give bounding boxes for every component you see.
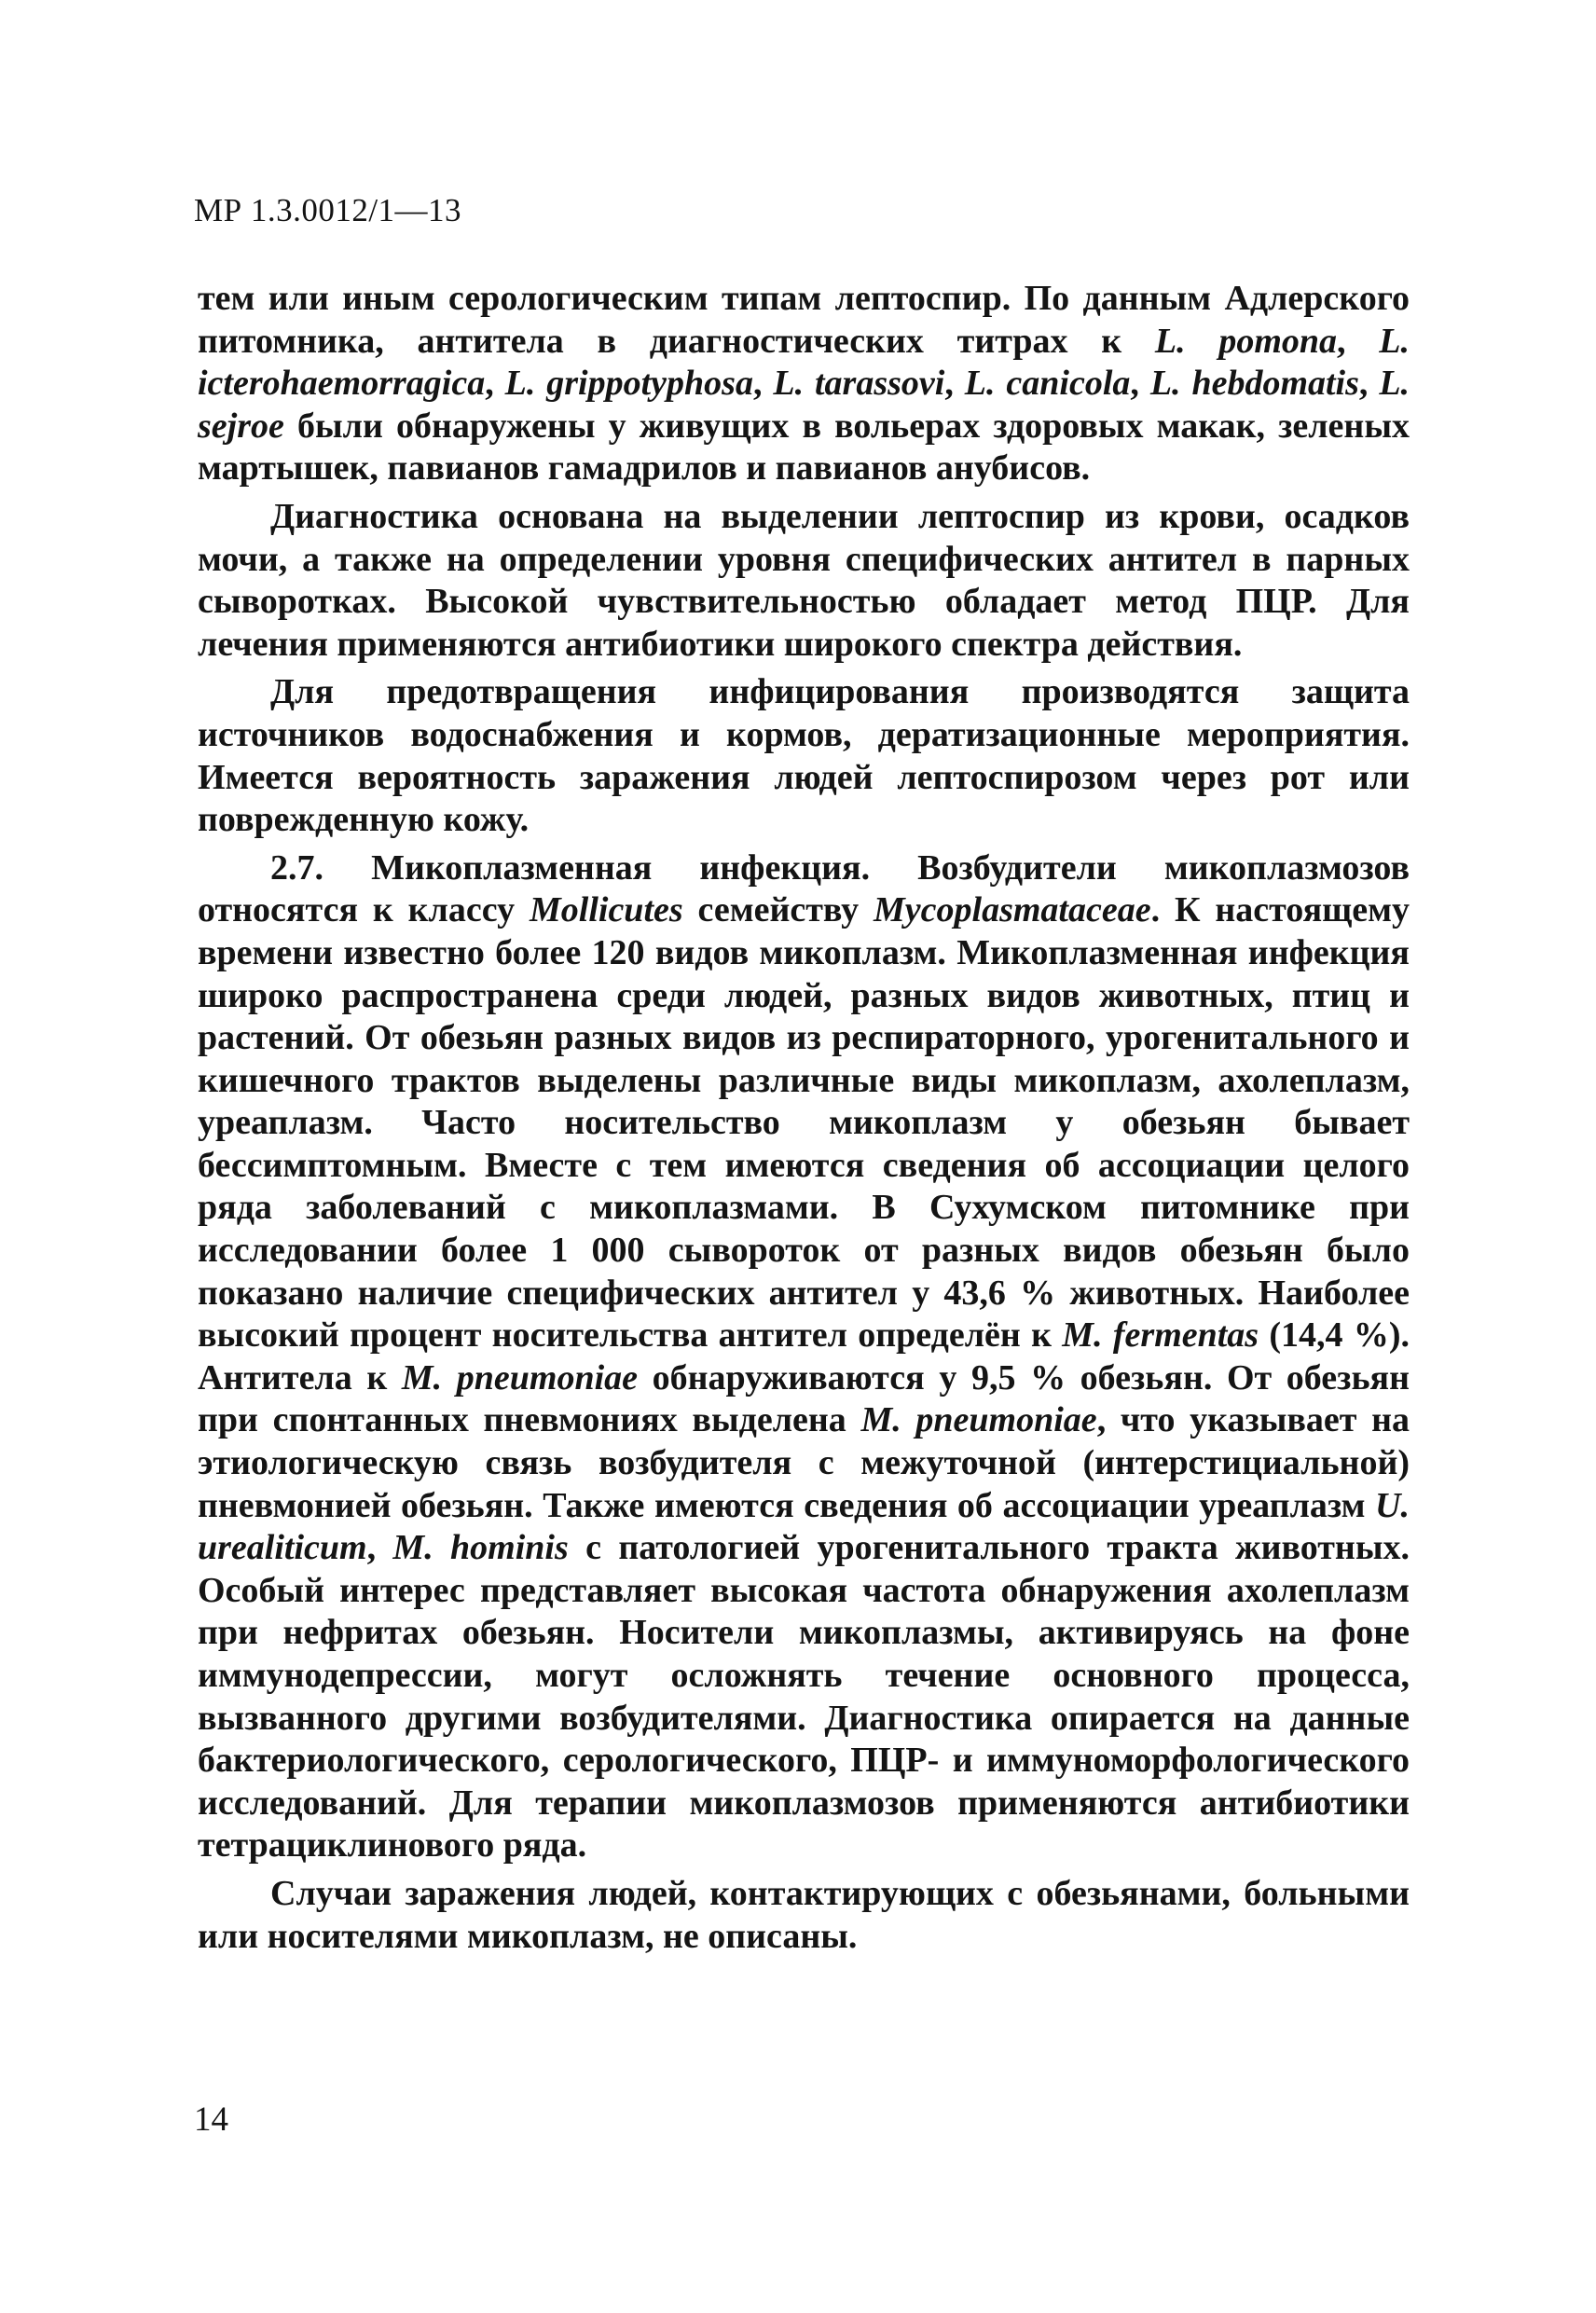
species-name: M. pneumoniae — [860, 1400, 1097, 1440]
species-name: L. tarassovi — [773, 364, 945, 404]
text-run: , — [485, 364, 505, 404]
text-run: , — [752, 364, 774, 404]
taxon-name: Mollicutes — [529, 890, 683, 930]
species-name: L. sejroe — [198, 364, 1410, 446]
text-run: , — [1337, 321, 1380, 361]
text-run: тем или иным серологическим типам лептоспир. По данным Адлерского питомника, антитела в диагностических титрах к — [198, 279, 1410, 361]
text-run: . Возбудители микоплазмозов относятся к классу — [198, 847, 1410, 930]
text-run: обнаруживаются у 9,5 % обезьян. От обезьян при спонтанных пневмониях выделена — [198, 1357, 1410, 1440]
paragraph-human-cases: Случаи заражения людей, контактирующих с обезьянами, больными или носителями микоплазм, не описаны. — [198, 1873, 1410, 1956]
text-run: , — [944, 364, 965, 404]
document-code-header: МР 1.3.0012/1—13 — [194, 192, 462, 228]
paragraph-diagnostics: Диагностика основана на выделении лептоспир из крови, осадков мочи, а также на определении уровня специфических антител в парных сыворотках. Высокой чувствительностью обладает метод ПЦР. Для лечения применяются антибиотики широкого спектра действия. — [198, 496, 1410, 664]
taxon-name: Mycoplasmataceae — [874, 890, 1151, 930]
species-name: M. pneumoniae — [401, 1357, 639, 1397]
species-name: M. hominis — [392, 1528, 569, 1568]
page-body — [198, 278, 1410, 1963]
species-name: L. grippotyphosa — [504, 364, 753, 404]
text-run: , что указывает на этиологическую связь возбудителя с межуточной (интерстициальной) пневмонией обезьян. Также имеются сведения об ассоциации уреаплазм — [198, 1400, 1410, 1525]
species-name: U. urealiticum — [198, 1485, 1410, 1568]
species-name: M. fermentas — [1062, 1315, 1259, 1356]
text-run: , — [1358, 364, 1380, 404]
paragraph-mycoplasma — [198, 847, 1410, 1867]
text-run: были обнаружены у живущих в вольерах здоровых макак, зеленых мартышек, павианов гамадрилов и павианов анубисов. — [198, 406, 1410, 489]
species-name: L. hebdomatis — [1149, 364, 1359, 404]
text-run: с патологией урогенитального тракта животных. Особый интерес представляет высокая частота обнаружения ахолеплазм при нефритах обезьян. Носители микоплазмы, активируясь на фоне иммунодепрессии, могут осложнять течение основного процесса, вызванного другими возбудителями. Диагностика опирается на данные бактериологического, серологического, ПЦР- и иммуноморфологического исследований. Для терапии микоплазмозов применяются антибиотики тетрациклинового ряда. — [198, 1528, 1410, 1866]
page-number: 14 — [194, 2100, 228, 2139]
section-title: 2.7. Микоплазменная инфекция — [270, 847, 861, 888]
species-name: L. pomona — [1154, 321, 1338, 361]
paragraph-prevention: Для предотвращения инфицирования производятся защита источников водоснабжения и кормов, дератизационные мероприятия. Имеется вероятность заражения людей лептоспирозом через рот или поврежденную кожу. — [198, 672, 1410, 840]
species-name: L. icterohaemorragica — [198, 321, 1410, 404]
species-name: L. canicola — [964, 364, 1131, 404]
paragraph-leptospira-serology — [198, 278, 1410, 490]
text-run: . К настоящему времени известно более 120 видов микоплазм. Микоплазменная инфекция широко распространена среди людей, разных видов животных, птиц и растений. От обезьян разных видов из респираторного, урогенитального и кишечного трактов выделены различные виды микоплазм, ахолеплазм, уреаплазм. Часто носительство микоплазм у обезьян бывает бессимптомным. Вместе с тем имеются сведения об ассоциации целого ряда заболеваний с микоплазмами. В Сухумском питомнике при исследовании более 1 000 сывороток от разных видов обезьян было показано наличие специфических антител у 43,6 % животных. Наиболее высокий процент носительства антител определён к — [198, 890, 1410, 1356]
text-run: , — [1130, 364, 1150, 404]
text-run: семейству — [682, 890, 874, 930]
text-run: , — [366, 1528, 393, 1568]
text-run: (14,4 %). Антитела к — [198, 1315, 1410, 1397]
